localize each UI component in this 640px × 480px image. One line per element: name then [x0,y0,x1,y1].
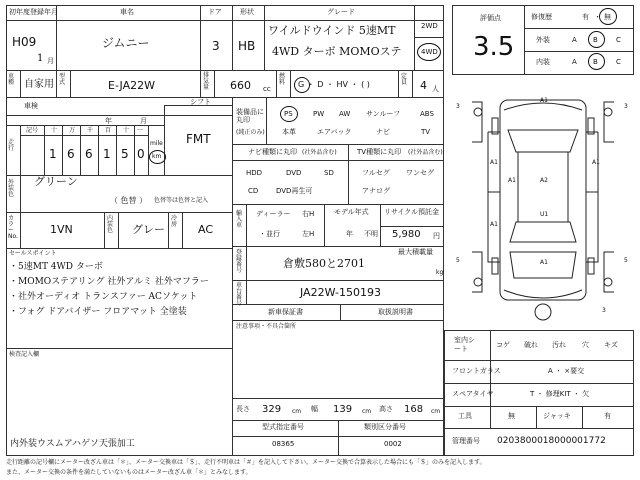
car-name: ジムニー [102,36,150,50]
category-label: 車種 [8,73,15,86]
equipment-title: 装備品に丸印 [236,108,264,125]
interior-sheet-item: キズ [604,341,618,349]
inspection-label: 車検 [24,102,38,110]
sales-point: ・MOMOステアリング 社外アルミ 社外マフラー [9,277,209,287]
capacity: 4 [420,79,427,92]
import-label: 輸入車 [236,210,243,229]
repair-label: 修復歴 [531,13,552,21]
mileage-digit: 1 [49,147,57,161]
plate-label: 登録番号 [236,249,243,274]
ac: AC [198,223,214,236]
sales-point: ・フォグ ドアバイザー フロアマット 全塗装 [9,307,187,317]
bracket-mark: 3 [624,103,628,110]
equipment-item: 本革 [282,128,296,136]
shape-label: 形状 [240,8,254,16]
import-right-hand: 右H [302,210,315,218]
mgmt-no: 0203800018000001772 [497,436,606,446]
ac-label: 冷房 [171,215,178,228]
exterior-grade-label: 外装 [536,36,550,44]
windshield-value: A ・ ×要交 [548,367,585,375]
capacity-label: 定員 [401,73,408,86]
class-no-label: 類別区分番号 [364,423,406,431]
diagram-label: A2 [540,177,548,184]
model-year-unknown: 不明 [364,230,378,238]
mileage-unit-km: km [152,153,162,160]
navi-item: CD [248,187,259,195]
inspector-notes-label: 検査記入欄 [9,351,40,358]
height-label: 高さ [379,405,393,413]
score-label: 評価点 [480,14,501,22]
diagram-label: A1 [490,159,498,166]
car-damage-diagram [452,82,634,322]
spare-tire-value: T ・ 修理KIT ・ 欠 [530,390,590,398]
bracket-mark: 5 [456,257,460,264]
exterior-grade-b: B [593,36,598,44]
category: 自家用 [24,79,54,90]
type-no-label: 型式指定番号 [262,423,304,431]
exterior-label: 外装色 [8,179,15,198]
mileage-label: 走行 [8,139,15,152]
color-change-note: 色替等は色替と記入 [154,197,209,204]
displacement: 660 [230,79,251,92]
recycle-value: 5,980 [392,229,421,240]
interior-grade-c: C [616,58,621,66]
displacement-unit: cc [263,85,271,93]
recycle-label: リサイクル預託金 [384,208,440,216]
jack-value: 有 [604,412,611,420]
type-no: 08365 [272,440,295,448]
jack-label: ジャッキ [543,412,571,420]
repair-option-yes: 有 [582,13,589,21]
grade-line1: ワイルドウインド 5速MT [268,24,396,37]
new-car-warranty: 新車保証書 [268,308,303,316]
shape: HB [238,39,256,53]
mileage-digit: 6 [67,147,75,161]
digit-header-10man: 十 [51,127,58,134]
inspector-note: 内外装ウスムアハゲソ天張加工 [10,439,135,449]
mgmt-label: 管理番号 [452,437,480,445]
tv-title: TV種類に丸印 [357,148,402,156]
width-label: 幅 [311,405,318,413]
footer-note-1: 走行距離の記号欄にメーター改ざん車は「＊」、メーター交換車は「＄」、走行不明車は「＃」を記入して下さい。メーター交換で合算表示した場合にも「＄」のみを記入します。 [6,459,486,466]
interior-sheet-item: 汚れ [552,341,566,349]
interior-grade-b: B [593,58,598,66]
first-reg-label: 初年度登録年月 [9,8,58,16]
door-label: ドア [208,8,222,16]
mileage-unit-mile: mile [150,140,163,147]
import-left-hand: 左H [302,230,315,238]
doors: 3 [212,39,220,53]
exterior-grade-c: C [616,36,621,44]
height: 168 [404,404,424,415]
tools-label: 工具 [458,412,472,420]
import-parallel: ・並行 [259,230,280,238]
plate: 倉敷580と2701 [283,257,365,270]
shift-label: シフト [190,98,211,106]
digit-header-jyu: 十 [123,127,130,134]
color-change-label: （ 色替 ） [110,196,148,205]
equipment-item: ナビ [376,128,390,136]
digit-header-man: 万 [69,127,76,134]
windshield-label: フロントガラス [452,367,501,375]
sales-point: ・5速MT 4WD ターボ [9,262,103,272]
model-label: 型式 [59,73,66,86]
navi-title: ナビ種類に丸印 [248,148,297,156]
length: 329 [262,404,282,415]
first-reg-era: H09 [12,35,37,49]
equipment-subtitle: (純正のみ) [236,129,265,136]
height-unit: cm [431,408,441,415]
notes-label: 注意事項・不具合箇所 [236,323,297,330]
tools-value: 無 [508,412,515,420]
first-reg-month: 1 [37,53,44,64]
width-unit: cm [362,408,372,415]
model-year-label: モデル年式 [334,208,369,216]
digit-header-hyaku: 百 [105,127,112,134]
score: 3.5 [473,32,515,62]
navi-item: DVD [286,169,302,177]
interior-sheet-item: 破れ [524,341,538,349]
navi-item: HDD [246,169,263,177]
length-unit: cm [292,408,302,415]
mileage-digit: 5 [121,147,129,161]
length-label: 長さ [236,405,250,413]
model: E-JA22W [108,79,155,92]
sales-points-label: セールスポイント [9,250,57,257]
navi-item: DVD再生可 [276,187,313,195]
tv-item: アナログ [362,187,390,195]
mileage-digit: 1 [103,147,111,161]
sales-point: ・社外オーディオ トランスファー ACソケット [9,292,198,302]
equipment-item: PS [284,110,293,118]
drive-4wd: 4WD [421,48,438,56]
diagram-label: A1 [592,159,600,166]
digit-header-ichi: 一 [137,127,144,134]
diagram-label: A1 [508,177,516,184]
diagram-label: A1 [540,97,548,104]
diagram-label: U1 [540,211,549,218]
diagram-label: A1 [490,221,498,228]
interior-sheet-label: 室内シート [454,336,475,354]
drive-2wd: 2WD [421,22,438,30]
footer-note-2: また、メーター交換の条件を満たしていないものはメーター改ざん車「＊」とみなします。 [6,469,252,476]
chassis-label: 車台番号 [236,282,243,307]
fuel-options: G ・ D ・ HV ・ ( ) [298,80,370,89]
mileage-digit: 0 [137,147,145,161]
month-unit: 月 [47,57,54,65]
tv-item: フルセグ [362,169,390,177]
digit-header-symbol: 記号 [26,127,39,134]
displacement-label: 排気量 [203,72,210,91]
width: 139 [333,404,353,415]
bracket-mark: 5 [624,257,628,264]
interior-sheet-item: 穴 [582,341,589,349]
equipment-item: TV [421,128,431,136]
color-no: 1VN [50,223,73,236]
repair-sep: ・ [594,13,601,21]
model-year-unit: 年 [346,230,353,238]
max-load-unit: kg [436,269,444,276]
tv-item: ワンセグ [406,169,434,177]
equipment-item: AW [339,110,351,118]
color-no-label: カラーNo. [8,215,18,240]
recycle-unit: 円 [433,232,440,240]
equipment-item: ABS [420,110,434,118]
repair-option-no: 無 [604,13,611,21]
bracket-mark: 3 [602,307,606,314]
car-name-label: 車名 [120,8,134,16]
interior-color-label: 内装色 [107,215,114,234]
manual-label: 取扱説明書 [378,308,413,316]
inspection-year-label: 年 [105,117,112,125]
interior-grade-a: A [572,58,577,66]
shift: FMT [186,132,211,146]
spare-tire-label: スペアタイヤ [452,390,494,398]
tv-note: (社外品含む) [408,149,443,156]
diagram-label: A1 [540,259,548,266]
interior-grade-label: 内装 [536,58,550,66]
digit-header-sen: 千 [87,127,94,134]
equipment-item: サンルーフ [366,110,401,118]
grade-line2: 4WD ターボ MOMOステ [272,45,402,58]
inspection-month-label: 月 [140,117,147,125]
exterior-grade-a: A [572,36,577,44]
exterior-color: グリーン [34,175,78,188]
capacity-unit: 人 [432,85,439,93]
max-load-label: 最大積載量 [398,248,433,256]
bracket-mark: 3 [456,103,460,110]
navi-item: SD [324,169,334,177]
interior-color: グレー [132,223,165,236]
fuel-label: 燃料 [279,73,286,86]
interior-sheet-item: コゲ [496,341,510,349]
grade-label: グレード [327,8,355,16]
chassis: JA22W-150193 [300,286,381,299]
class-no: 0002 [384,440,402,448]
import-dealer: ディーラー [256,210,291,218]
mileage-digit: 6 [85,147,93,161]
equipment-item: エアバック [317,128,352,136]
equipment-item: PW [313,110,325,118]
navi-note: (社外品含む) [302,149,337,156]
